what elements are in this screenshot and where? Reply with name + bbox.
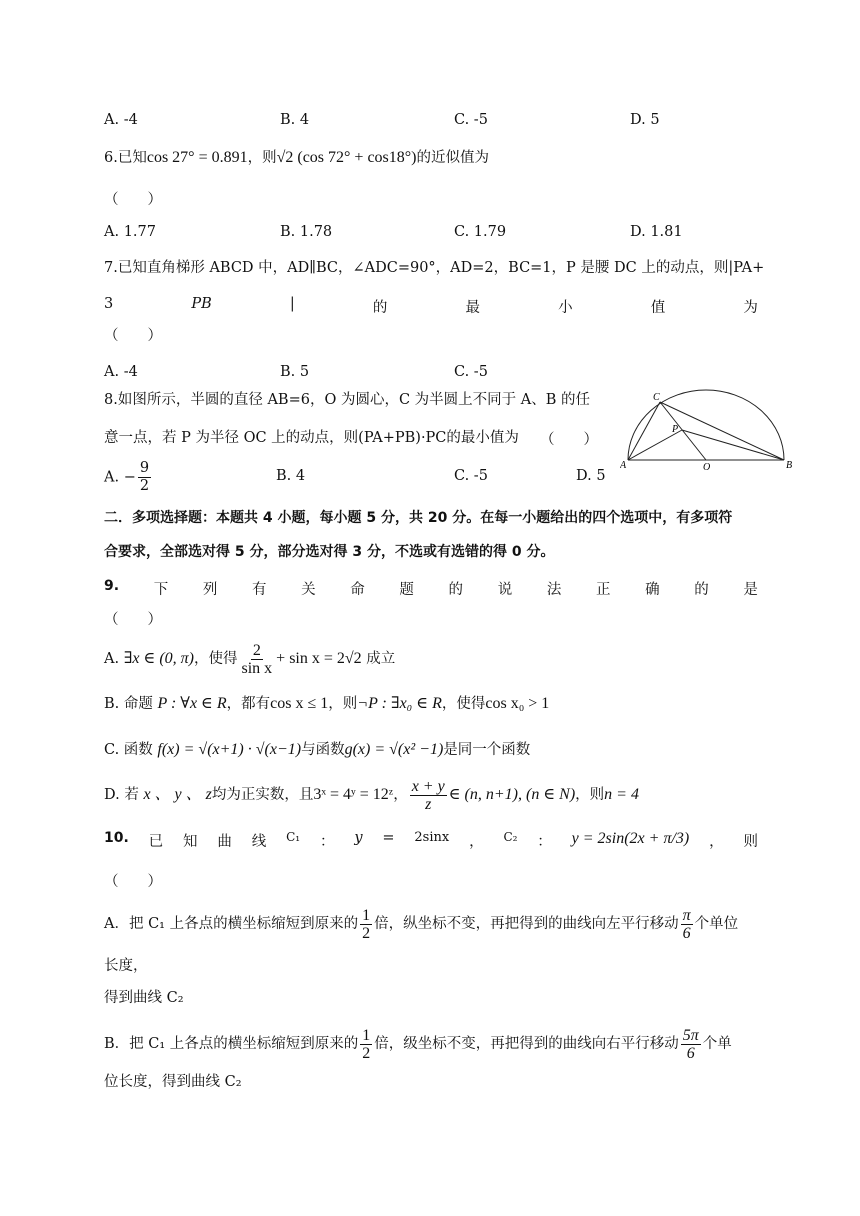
fraction-numerator: x + y [411,777,445,795]
q8-line1: 8.如图所示，半圆的直径 AB=6，O 为圆心，C 为半圆上不同于 A、B 的任 [104,392,590,408]
q10-number: 10. [104,830,129,846]
q9-a-rest: + sin x = 2√2 [276,650,362,667]
q9-word: 确 [645,582,660,598]
q9-a-label: A. [104,651,120,667]
label-b: B [786,460,793,470]
q7-word: 小 [558,300,573,316]
q9-paren: （ ） [104,612,162,628]
q9-b-text2: ，则 [328,696,358,712]
q10-a-text1: A．把 C₁ 上各点的横坐标缩短到原来的 [104,916,359,932]
fraction-denominator: z [425,795,432,813]
q7-line1: 7.已知直角梯形 ABCD 中，AD∥BC，∠ADC=90°，AD=2，BC=1，P 是腰 DC 上的动点，则|PA+ [104,260,765,276]
q6-given: cos 27° = 0.891 [146,149,248,166]
q10-word: ： [319,834,335,850]
q10-b-text2: 倍，级坐标不变，再把得到的曲线向右平行移动 [374,1036,679,1052]
fraction-denominator: sin x [241,659,273,677]
q7-option-a: A. -4 [104,364,138,380]
q10-word: 曲 [217,834,232,850]
q10-a-text3: 个单位 [694,916,739,932]
q10-c2-equation: y = 2sin(2x + π/3) [571,830,690,847]
fraction-denominator: 2 [362,1044,371,1062]
q9-word: 列 [202,582,218,598]
q8-option-a [104,460,153,495]
q9-c-function-g: g(x) = √(x² −1) [344,741,444,758]
q9-d-text1: 均为正实数，且 [211,787,314,803]
q8-option-a-fraction [138,460,151,495]
q7-word: 最 [465,300,481,316]
q6-option-c: C. 1.79 [454,224,507,240]
q7-word: 3 [104,296,114,312]
fraction-numerator: 9 [139,460,150,476]
q10-option-a-line2: 长度， [104,958,148,974]
q9-word: 法 [546,582,562,598]
q9-option-d: D. 若 x 、 y 、 z均为正实数，且3ˣ = 4ʸ = 12ᶻ， $\frac{x + y}{z}$ ∈ (n, n+1), (n ∈ N)，则n = 4 [104,777,639,813]
q9-word: 题 [399,582,414,598]
q7-word: 值 [650,300,666,316]
label-o: O [703,462,711,470]
q9-a-fraction [240,642,275,677]
fraction-numerator: π [682,906,691,924]
fraction-numerator: 5π [682,1026,699,1044]
q10-word: 则 [743,834,758,850]
q10-word: ， [709,834,724,850]
q9-word: 有 [251,582,267,598]
q10-word: y [354,830,363,846]
q10-word: 已 [148,834,164,850]
section2-heading-line2: 合要求，全部选对得 5 分，部分选对得 3 分，不选或有选错的得 0 分。 [104,544,555,560]
label-a: A [620,460,627,470]
q5-option-a: A. -4 [104,112,138,128]
q9-d-equation: 3ˣ = 4ʸ = 12ᶻ [313,786,394,803]
fraction-numerator: 2 [252,641,261,659]
segment-cb [660,402,784,460]
q9-b-expr4: cos x₀ > 1 [485,695,550,712]
q9-c-text1: 与函数 [301,742,345,758]
q6-mid: ，则 [247,150,277,166]
q6-option-b: B. 1.78 [280,224,333,240]
q8-option-d: D. 5 [576,468,606,484]
q9-number: 9. [104,578,120,594]
q10-word: ： [537,834,552,850]
q7-option-b: B. 5 [280,364,310,380]
q10-option-b-line2: 位长度，得到曲线 C₂ [104,1074,242,1090]
q6-paren: （ ） [104,192,162,208]
q10-curve-c1: C₁ [286,830,301,844]
q10-b-fraction1 [360,1027,372,1062]
q10-option-a-line1 [104,904,738,944]
fraction-denominator: 6 [682,924,691,942]
q9-word: 说 [497,582,513,598]
q9-c-function-f: f(x) = √(x+1) · √(x−1) [157,741,302,758]
q9-d-label: D. 若 [104,787,139,803]
q9-c-label: C. 函数 [104,742,153,758]
q10-b-fraction2 [681,1027,701,1062]
q6-suffix: 的近似值为 [416,150,490,166]
q9-word: 命 [350,582,365,598]
q9-a-expr: ∃x ∈ (0, π) [123,650,194,667]
q10-option-a-line3: 得到曲线 C₂ [104,990,184,1006]
q9-d-answer: n = 4 [604,786,639,803]
q10-b-text1: B．把 C₁ 上各点的横坐标缩短到原来的 [104,1036,359,1052]
segment-pb [682,430,784,460]
q5-option-d: D. 5 [630,112,660,128]
q10-paren: （ ） [104,874,162,890]
q6-stem [104,148,489,168]
q6-option-d: D. 1.81 [630,224,683,240]
fraction-denominator: 2 [139,478,150,494]
q10-word: ， [469,834,484,850]
q10-b-text3: 个单 [702,1036,732,1052]
q9-d-fraction [410,778,447,813]
q6-option-a: A. 1.77 [104,224,156,240]
q10-word: 线 [251,834,267,850]
q7-option-c: C. -5 [454,364,488,380]
q9-d-vars: x 、 y 、 z [143,786,212,803]
q9-b-expr1: P : ∀x ∈ R [157,695,227,712]
q7-word: 为 [743,300,758,316]
q9-word: 是 [743,582,758,598]
q9-b-label: B. 命题 [104,696,153,712]
label-p: P [672,424,679,435]
q9-c-text2: 是同一个函数 [443,742,531,758]
q9-a-tail: 成立 [366,651,396,667]
q8-option-b: B. 4 [276,468,306,484]
q7-line2 [104,296,758,317]
q9-option-a [104,640,395,678]
q9-b-text3: ，使得 [441,696,486,712]
q10-word: = [382,830,395,846]
q9-d-rest: ∈ (n, n+1), (n ∈ N) [448,786,576,803]
q10-stem [104,830,758,851]
q9-d-text2: ，则 [575,787,605,803]
q9-word: 下 [153,582,169,598]
q8-line2: 意一点，若 P 为半径 OC 上的动点，则(PA+PB)·PC的最小值为 [104,430,519,446]
q8-option-c: C. -5 [454,468,488,484]
fraction-numerator: 1 [362,906,371,924]
q9-option-c [104,740,530,760]
fraction-denominator: 2 [362,924,371,942]
q10-a-fraction2 [681,907,693,942]
q9-word: 关 [301,582,316,598]
segment-co [660,402,706,460]
q6-expression: √2 (cos 72° + cos18°) [276,149,417,166]
q10-option-b-line1 [104,1024,732,1064]
q9-b-text1: ，都有 [226,696,271,712]
q10-curve-c2: C₂ [503,830,518,844]
q10-word: 知 [183,834,198,850]
semicircle-figure [620,388,796,470]
label-c: C [653,392,660,403]
q9-word: 的 [694,582,709,598]
q9-option-b [104,694,549,714]
fraction-denominator: 6 [686,1044,695,1062]
q6-prefix: 6.已知 [104,150,147,166]
q7-paren: （ ） [104,328,162,344]
q9-b-expr3: ¬P : ∃x₀ ∈ R [357,695,442,712]
q10-a-fraction1 [360,907,372,942]
q7-vector-pb: PB [191,296,212,312]
q9-a-text: ，使得 [194,651,238,667]
q9-b-expr2: cos x ≤ 1 [270,695,329,712]
q8-paren: （ ） [540,432,598,448]
q8-option-a-prefix: A. − [104,469,136,486]
q9-word: 的 [448,582,464,598]
q10-a-text2: 倍，纵坐标不变，再把得到的曲线向左平行移动 [374,916,679,932]
q5-option-b: B. 4 [280,112,310,128]
section2-heading-line1: 二．多项选择题：本题共 4 小题，每小题 5 分，共 20 分。在每一小题给出的四个选项中，有多项符 [104,510,733,526]
fraction-numerator: 1 [362,1026,371,1044]
q7-word: 的 [372,300,388,316]
q10-word: 2sinx [414,830,450,845]
q7-word: | [289,296,295,312]
q5-option-c: C. -5 [454,112,488,128]
q9-word: 正 [595,582,611,598]
q9-stem [104,578,758,599]
